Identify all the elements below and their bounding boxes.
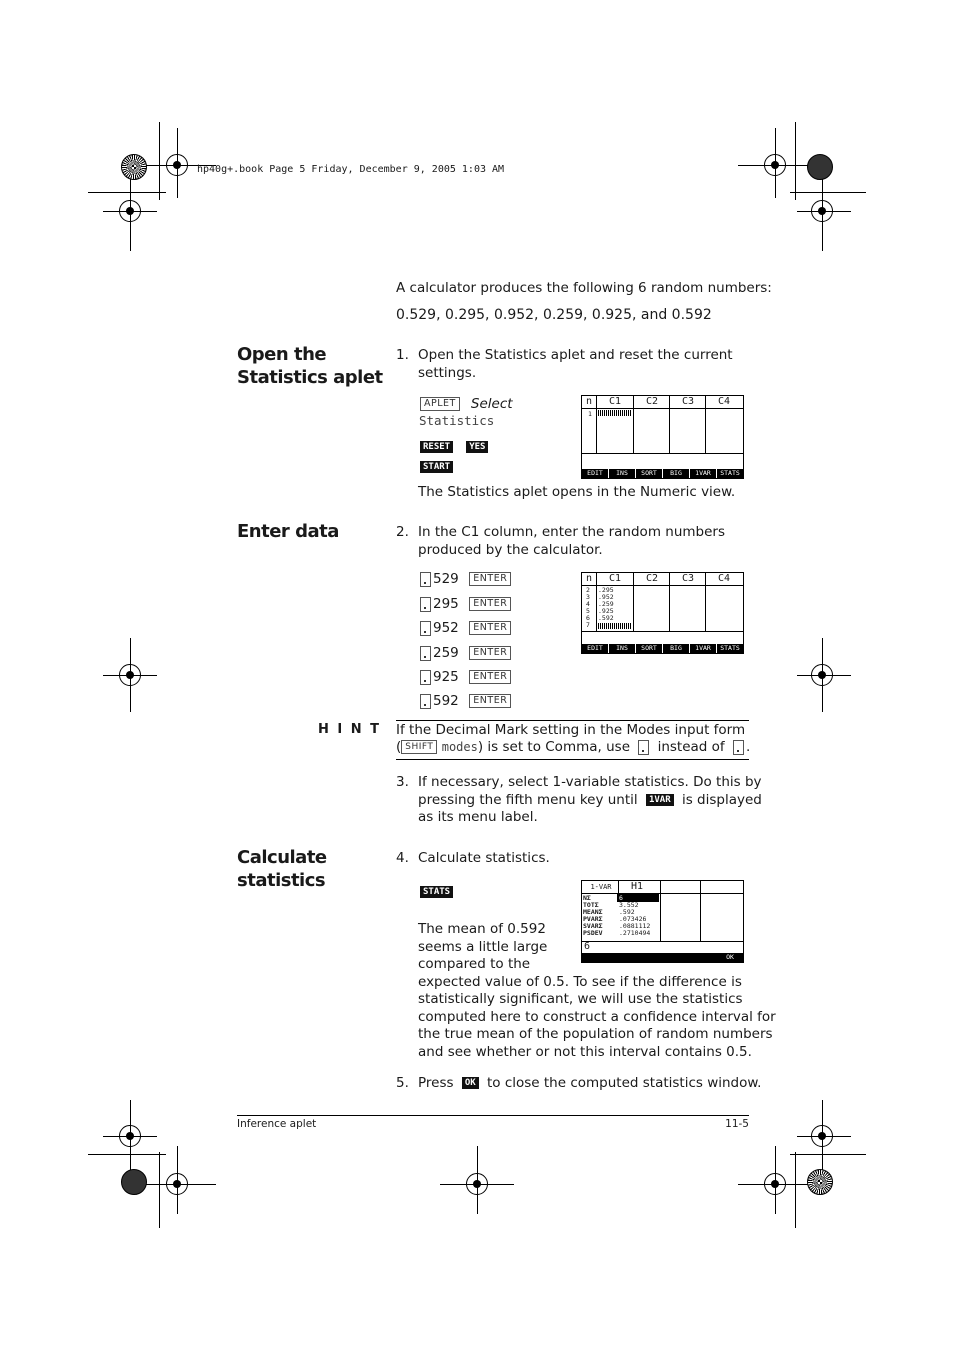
step-2-text: In the C1 column, enter the random numbers produced by the calculator.	[418, 524, 725, 558]
screen-menu-bar: EDIT INS SORT BIG 1VAR STATS	[582, 644, 743, 653]
running-header: hp40g+.book Page 5 Friday, December 9, 2005 1:03 AM	[197, 164, 505, 175]
screen-menu-bar: EDIT INS SORT BIG 1VAR STATS	[582, 469, 743, 478]
calculator-screen-numeric-filled	[581, 572, 744, 654]
statistics-menu-item: Statistics	[419, 413, 495, 428]
selected-cell[interactable]	[598, 623, 632, 629]
footer-page-number: 11-5	[725, 1118, 749, 1130]
enter-key[interactable]: ENTER	[469, 597, 511, 611]
decimal-key[interactable]	[420, 597, 431, 612]
shift-key[interactable]: SHIFT	[401, 740, 437, 754]
enter-key[interactable]: ENTER	[469, 694, 511, 708]
c1-values: .295 .952 .259 .925 .592	[598, 586, 614, 622]
stat-values: 6 3.552 .592 .073426 .0881112 .2710494	[619, 894, 651, 937]
step-number-3: 3.	[396, 774, 409, 790]
aplet-key-row	[420, 393, 513, 414]
row-numbers: 2 3 4 5 6 7	[586, 586, 590, 629]
entry-row: 259 ENTER	[420, 645, 511, 661]
yes-softkey[interactable]: YES	[466, 441, 488, 453]
hint-line-2: ( SHIFT modes) is set to Comma, use instead of .	[396, 739, 751, 755]
decimal-key[interactable]	[420, 646, 431, 661]
enter-key[interactable]: ENTER	[469, 646, 511, 660]
enter-key[interactable]: ENTER	[469, 670, 511, 684]
ok-menu-key[interactable]: OK	[726, 953, 734, 961]
selected-cell[interactable]	[598, 410, 632, 416]
screen-column-header: n C1 C2 C3 C4	[582, 573, 743, 586]
heading-open-statistics: Open the Statistics aplet	[237, 344, 383, 388]
select-label: Select	[470, 396, 513, 412]
footer-rule	[237, 1115, 749, 1116]
reset-yes-row	[420, 436, 488, 455]
step-1-text: Open the Statistics aplet and reset the current settings.	[418, 347, 733, 381]
step-number-4: 4.	[396, 850, 409, 866]
enter-key[interactable]: ENTER	[469, 572, 511, 586]
hint-rule-top	[396, 720, 749, 721]
heading-calculate-statistics: Calculate statistics	[237, 847, 327, 891]
row-number: 1	[588, 410, 592, 418]
entry-row: 925 ENTER	[420, 669, 511, 685]
entry-row: 952 ENTER	[420, 620, 511, 636]
comma-key[interactable]	[638, 740, 649, 755]
entry-row: 592 ENTER	[420, 693, 511, 709]
step-number-1: 1.	[396, 347, 409, 363]
decimal-key[interactable]	[733, 740, 744, 755]
stats-softkey[interactable]: STATS	[420, 886, 453, 898]
1var-softkey[interactable]: 1VAR	[646, 794, 674, 806]
edit-line-value: 6	[584, 941, 591, 952]
enter-key[interactable]: ENTER	[469, 621, 511, 635]
stat-labels: NΣ TOTΣ MEANΣ PVARΣ SVARΣ PSDEV	[583, 894, 603, 937]
step-3-text: If necessary, select 1-variable statistics. Do this by pressing the fifth menu key until 1VAR is displayed as its menu label.	[418, 774, 762, 825]
decimal-key[interactable]	[420, 694, 431, 709]
decimal-key[interactable]	[420, 670, 431, 685]
heading-enter-data: Enter data	[237, 521, 339, 542]
hint-line-1: If the Decimal Mark setting in the Modes input form	[396, 722, 746, 738]
step-number-2: 2.	[396, 524, 409, 540]
screen-column-header: n C1 C2 C3 C4	[582, 396, 743, 409]
stats-row	[420, 881, 453, 900]
intro-line-1: A calculator produces the following 6 random numbers:	[396, 280, 772, 296]
start-row	[420, 456, 453, 475]
stats-header: 1-VAR H1	[582, 881, 743, 894]
entry-row: 295 ENTER	[420, 596, 511, 612]
entry-row: 529 ENTER	[420, 571, 511, 587]
aplet-key[interactable]: APLET	[420, 397, 460, 411]
hint-rule-bottom	[396, 759, 749, 760]
hint-label: H I N T	[318, 722, 382, 737]
footer-chapter: Inference aplet	[237, 1118, 317, 1130]
numeric-view-note: The Statistics aplet opens in the Numeric view.	[418, 484, 736, 500]
decimal-key[interactable]	[420, 572, 431, 587]
step-4-text: Calculate statistics.	[418, 850, 550, 866]
reset-softkey[interactable]: RESET	[420, 441, 453, 453]
decimal-key[interactable]	[420, 621, 431, 636]
start-softkey[interactable]: START	[420, 461, 453, 473]
step-5-text: Press OK to close the computed statistics window.	[418, 1075, 762, 1091]
intro-line-2: 0.529, 0.295, 0.952, 0.259, 0.925, and 0.592	[396, 307, 712, 323]
step-number-5: 5.	[396, 1075, 409, 1091]
modes-menu: modes	[441, 740, 478, 754]
mean-paragraph: The mean of 0.592 seems a little large compared to the expected value of 0.5. To see if the difference is statistically significant, we will use the statistics computed here to construct a confidence interval for the true mean of the population of random numbers and see whether or not this interval contains 0.5.	[418, 921, 776, 1060]
calculator-screen-numeric-empty	[581, 395, 744, 479]
ok-softkey[interactable]: OK	[462, 1077, 479, 1089]
